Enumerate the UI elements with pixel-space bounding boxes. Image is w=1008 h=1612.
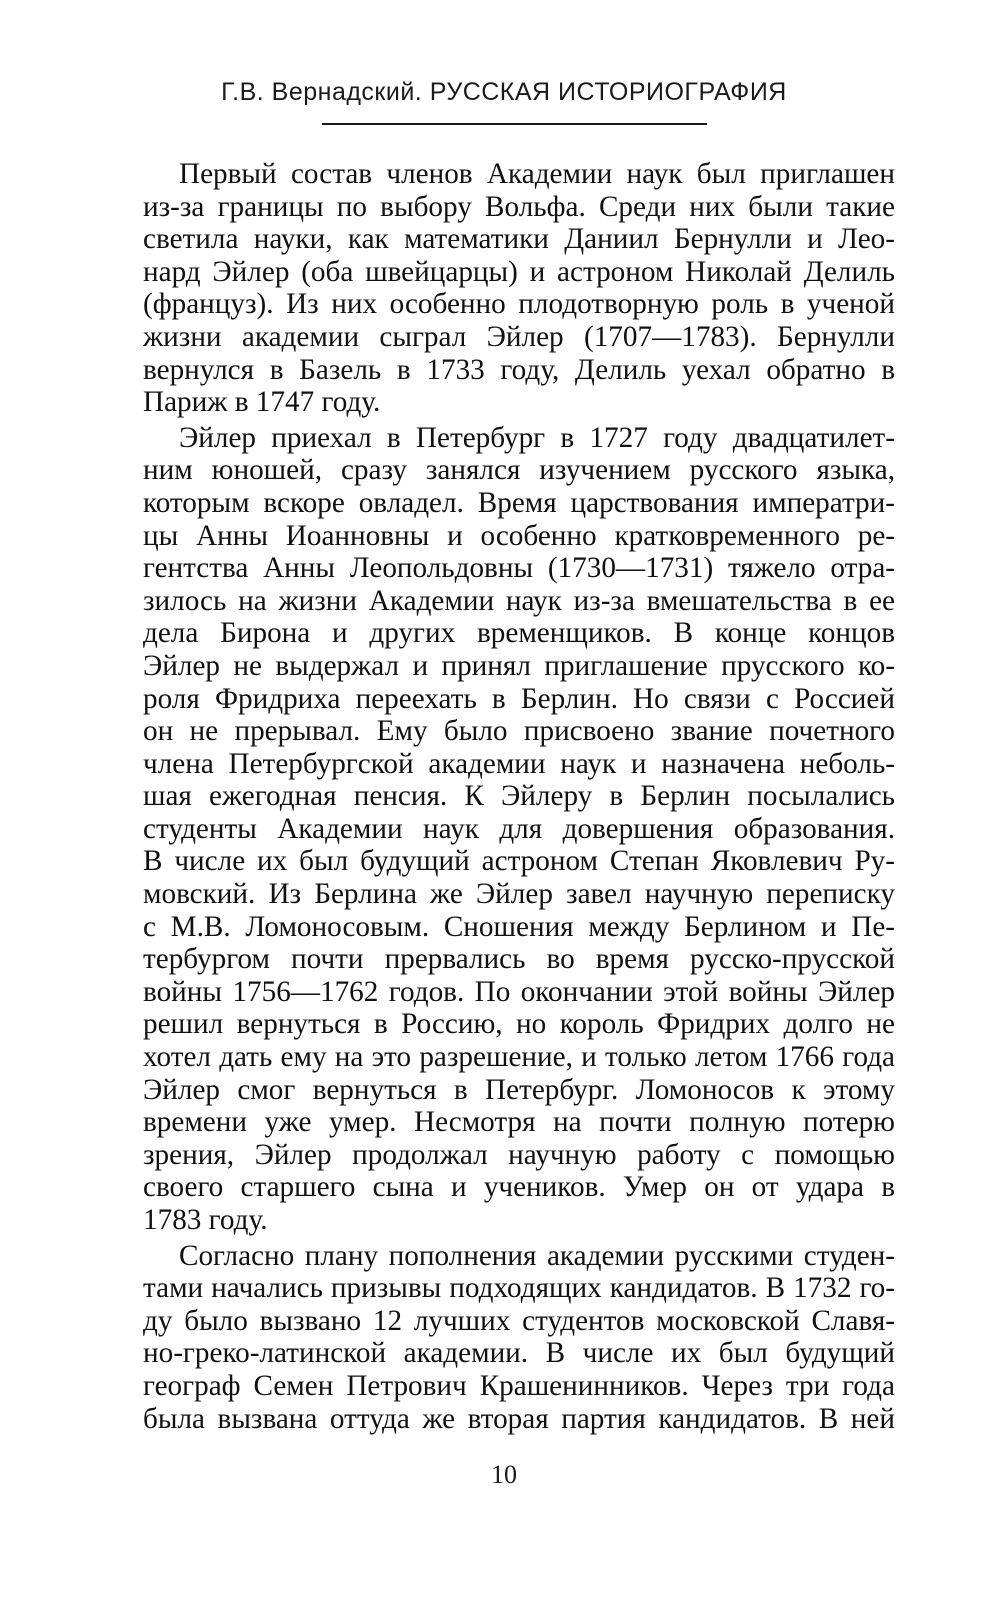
text-line: Эйлер не выдержал и принял приглашение прусского ко- (143, 649, 895, 682)
text-line: жизни академии сыграл Эйлер (1707—1783). Бернулли (143, 320, 895, 353)
text-line: Париж в 1747 году. (143, 386, 381, 419)
text-line: нард Эйлер (оба швейцарцы) и астроном Николай Делиль (143, 255, 895, 288)
text-line: войны 1756—1762 годов. По окончании этой войны Эйлер (143, 975, 895, 1008)
page-number: 10 (491, 1460, 517, 1489)
header-rule (322, 123, 707, 125)
text-line: времени уже умер. Несмотря на почти полную потерю (143, 1106, 895, 1139)
text-line: роля Фридриха переехать в Берлин. Но связи с Россией (143, 682, 895, 715)
paragraph (143, 1240, 895, 1436)
text-line: хотел дать ему на это разрешение, и только летом 1766 года (143, 1041, 895, 1074)
text-line: В числе их был будущий астроном Степан Яковлевич Ру- (143, 845, 895, 878)
text-line: тами начались призывы подходящих кандидатов. В 1732 го- (143, 1272, 895, 1305)
text-line: цы Анны Иоанновны и особенно кратковременного ре- (143, 519, 895, 552)
text-line: которым вскоре овладел. Время царствования императри- (143, 486, 895, 519)
text-line: но-греко-латинской академии. В числе их был будущий (143, 1337, 895, 1370)
text-line: студенты Академии наук для довершения образования. (143, 812, 895, 845)
text-line: светила науки, как математики Даниил Бернулли и Лео- (143, 223, 895, 256)
text-line: он не прерывал. Ему было присвоено звание почетного (143, 715, 895, 748)
paragraph (143, 158, 895, 419)
text-line: из-за границы по выбору Вольфа. Среди них были такие (143, 190, 895, 223)
text-line: тербургом почти прервались во время русско-прусской (143, 943, 895, 976)
text-line: вернулся в Базель в 1733 году, Делиль уехал обратно в (143, 353, 895, 386)
text-line: географ Семен Петрович Крашенинников. Через три года (143, 1369, 895, 1402)
text-line: своего старшего сына и учеников. Умер он от удара в (143, 1171, 895, 1204)
text-line: Первый состав членов Академии наук был приглашен (179, 158, 895, 190)
text-line: члена Петербургской академии наук и назначена неболь- (143, 747, 895, 780)
running-title: Г.В. Вернадский. РУССКАЯ ИСТОРИОГРАФИЯ (221, 78, 787, 106)
text-line: 1783 году. (143, 1204, 268, 1236)
body-text (143, 158, 895, 1435)
text-line: Согласно плану пополнения академии русскими студен- (179, 1239, 895, 1272)
text-line: гентства Анны Леопольдовны (1730—1731) тяжело отра- (143, 552, 895, 585)
text-line: зрения, Эйлер продолжал научную работу с помощью (143, 1138, 895, 1171)
text-line: шая ежегодная пенсия. К Эйлеру в Берлин посылались (143, 780, 895, 813)
text-line: Эйлер приехал в Петербург в 1727 году двадцатилет- (179, 421, 895, 454)
text-line: зилось на жизни Академии наук из-за вмешательства в ее (143, 584, 895, 617)
text-line: решил вернуться в Россию, но король Фридрих долго не (143, 1008, 895, 1041)
text-line: была вызвана оттуда же вторая партия кандидатов. В ней (143, 1402, 895, 1435)
text-line: мовский. Из Берлина же Эйлер завел научную переписку (143, 878, 895, 911)
text-line: (француз). Из них особенно плодотворную роль в ученой (143, 288, 895, 321)
text-line: дела Бирона и других временщиков. В конце концов (143, 617, 895, 650)
text-line: Эйлер смог вернуться в Петербург. Ломоносов к этому (143, 1073, 895, 1106)
paragraph (143, 422, 895, 1237)
text-line: ним юношей, сразу занялся изучением русского языка, (143, 454, 895, 487)
text-line: ду было вызвано 12 лучших студентов московской Славя- (143, 1304, 895, 1337)
text-line: с М.В. Ломоносовым. Сношения между Берлином и Пе- (143, 910, 895, 943)
